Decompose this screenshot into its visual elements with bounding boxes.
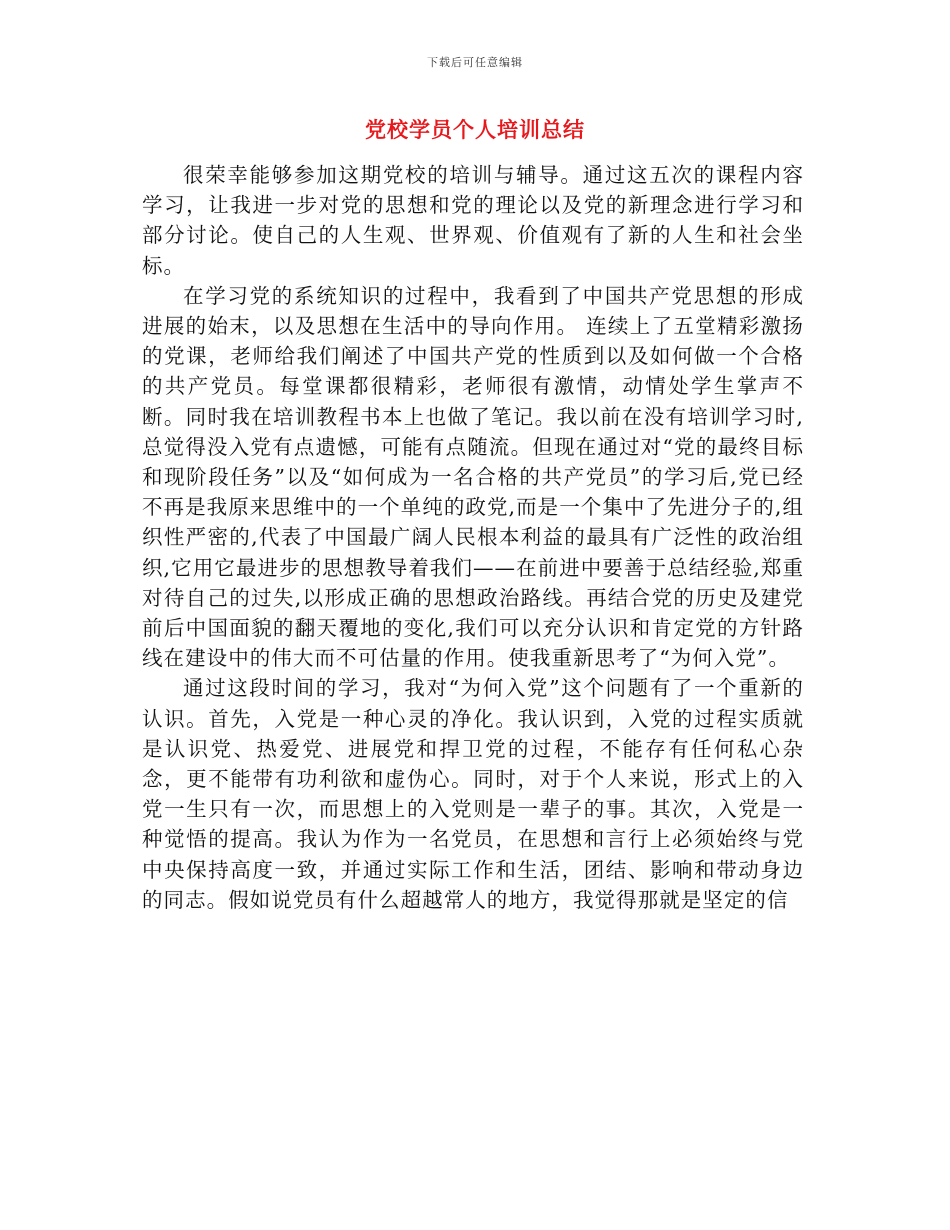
paragraph-2: 在学习党的系统知识的过程中，我看到了中国共产党思想的形成进展的始末，以及思想在生活中的导向作用。 连续上了五堂精彩激扬的党课，老师给我们阐述了中国共产党的性质到以及如何做一个合格的共产党员。每堂课都很精彩，老师很有激情，动情处学生掌声不断。同时我在培训教程书本上也做了笔记。我以前在没有培训学习时,总觉得没入党有点遗憾，可能有点随流。但现在通过对“党的最终目标和现阶段任务”以及“如何成为一名合格的共产党员”的学习后,党已经不再是我原来思维中的一个单纯的政党,而是一个集中了先进分子的,组织性严密的,代表了中国最广阔人民根本利益的最具有广泛性的政治组织,它用它最进步的思想教导着我们——在前进中要善于总结经验,郑重对待自己的过失,以形成正确的思想政治路线。再结合党的历史及建党前后中国面貌的翻天覆地的变化,我们可以充分认识和肯定党的方针路线在建设中的伟大而不可估量的作用。使我重新思考了“为何入党”。 [142, 283, 804, 671]
page-header-note: 下载后可任意编辑 [427, 56, 523, 69]
document-title: 党校学员个人培训总结 [365, 117, 585, 142]
paragraph-3: 通过这段时间的学习，我对“为何入党”这个问题有了一个重新的认识。首先，入党是一种心灵的净化。我认识到，入党的过程实质就是认识党、热爱党、进展党和捍卫党的过程，不能存有任何私心杂念，更不能带有功利欲和虚伪心。同时，对于个人来说，形式上的入党一生只有一次，而思想上的入党则是一辈子的事。其次，入党是一种觉悟的提高。我认为作为一名党员，在思想和言行上必须始终与党中央保持高度一致，并通过实际工作和生活，团结、影响和带动身边的同志。假如说党员有什么超越常人的地方，我觉得那就是坚定的信 [142, 676, 804, 912]
document-body [142, 160, 804, 915]
paragraph-1: 很荣幸能够参加这期党校的培训与辅导。通过这五次的课程内容学习，让我进一步对党的思想和党的理论以及党的新理念进行学习和部分讨论。使自己的人生观、世界观、价值观有了新的人生和社会坐标。 [142, 163, 804, 278]
